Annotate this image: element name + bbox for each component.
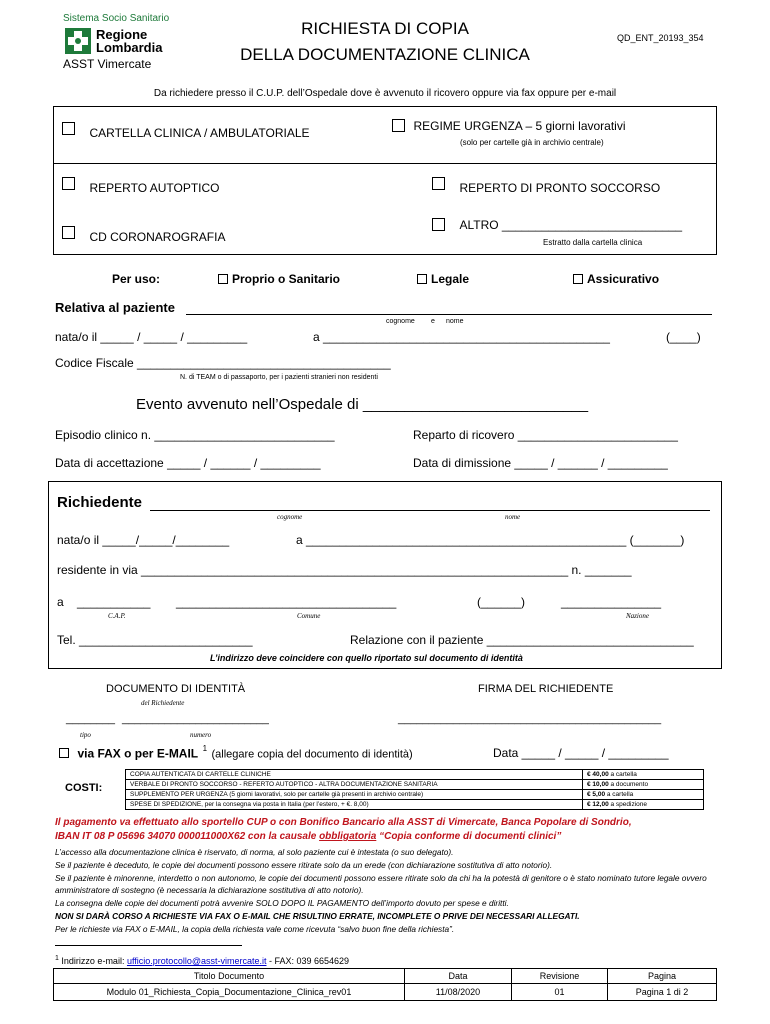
footer-h-date: Data bbox=[405, 969, 512, 984]
note-1: L’accesso alla documentazione clinica è riservato, di norma, al solo paziente cui è intestata (o suo delegato). bbox=[55, 847, 454, 857]
footer-h-title: Titolo Documento bbox=[54, 969, 405, 984]
footnote bbox=[55, 955, 349, 966]
documento-numero-line[interactable]: ________________________ bbox=[122, 713, 269, 725]
nazione-field[interactable]: _______________ bbox=[561, 595, 662, 609]
logo-bottom-text: ASST Vimercate bbox=[63, 57, 152, 71]
episodio-field[interactable]: Episodio clinico n. ___________________________ bbox=[55, 428, 335, 442]
logo bbox=[63, 13, 193, 71]
fax-note: (allegare copia del documento di identità) bbox=[211, 748, 413, 761]
footer-v-title: Modulo 01_Richiesta_Copia_Documentazione_Clinica_rev01 bbox=[54, 984, 405, 1001]
cost-price: € 40,00 a cartella bbox=[583, 770, 704, 780]
documento-tipo-line[interactable]: ________ bbox=[66, 713, 115, 725]
pagamento-text bbox=[55, 816, 715, 844]
richiedente-cognome-hint: cognome bbox=[277, 513, 303, 521]
logo-line2: Lombardia bbox=[96, 40, 163, 55]
assicurativo-checkbox[interactable] bbox=[573, 274, 583, 284]
proprio-label: Proprio o Sanitario bbox=[232, 272, 341, 286]
cost-price: € 5,00 a cartella bbox=[583, 790, 704, 800]
cap-hint: C.A.P. bbox=[108, 612, 126, 620]
cost-price: € 10,00 a documento bbox=[583, 780, 704, 790]
option-cartella[interactable] bbox=[62, 120, 310, 140]
pagamento-line1: Il pagamento va effettuato allo sportello CUP o con Bonifico Bancario alla ASST di Vimercate, Banca Popolare di Sondrio, bbox=[55, 817, 632, 828]
notes bbox=[55, 846, 717, 936]
footer-v-page: Pagina 1 di 2 bbox=[608, 984, 717, 1001]
paziente-label: Relativa al paziente bbox=[55, 300, 175, 315]
option-cd[interactable] bbox=[62, 224, 225, 244]
comune-hint: Comune bbox=[297, 612, 321, 620]
logo-line1: Regione bbox=[96, 27, 148, 42]
fax-label: via FAX o per E-MAIL bbox=[77, 746, 199, 761]
footnote-text: Indirizzo e-mail: bbox=[61, 956, 127, 966]
footer-v-rev: 01 bbox=[512, 984, 608, 1001]
richiedente-nome-hint: nome bbox=[505, 513, 521, 521]
richiedente-label: Richiedente bbox=[57, 494, 143, 511]
richiedente-residente[interactable]: residente in via ________________________________________________________________ n. _______ bbox=[57, 563, 632, 577]
footer-table bbox=[53, 968, 717, 1001]
cognome-hint: cognome bbox=[386, 318, 415, 325]
reparto-field[interactable]: Reparto di ricovero ________________________ bbox=[413, 428, 678, 442]
email-link[interactable]: ufficio.protocollo@asst-vimercate.it bbox=[126, 956, 267, 966]
cd-checkbox[interactable] bbox=[62, 226, 75, 239]
autoptico-label: REPERTO AUTOPTICO bbox=[89, 181, 220, 195]
legale-checkbox[interactable] bbox=[417, 274, 427, 284]
paziente-prov[interactable]: (____) bbox=[666, 330, 701, 344]
warning-2: Per le richieste via FAX o E-MAIL, la copia della richiesta vale come ricevuta “salvo buon fine della richiesta”. bbox=[55, 923, 455, 934]
altro-label: ALTRO ___________________________ bbox=[459, 218, 683, 232]
table-row bbox=[54, 969, 717, 984]
fax-checkbox[interactable] bbox=[59, 748, 69, 758]
cd-label: CD CORONAROGRAFIA bbox=[89, 230, 226, 244]
altro-checkbox[interactable] bbox=[432, 218, 445, 231]
pagamento-line2: IBAN IT 08 P 05696 34070 000011000X62 con la causale obbligatoria “Copia conforme di documenti clinici” bbox=[55, 831, 562, 842]
cost-desc: SUPPLEMENTO PER URGENZA (5 giorni lavorativi, solo per cartelle già presenti in archivio centrale) bbox=[126, 790, 583, 800]
title-line1: RICHIESTA DI COPIA bbox=[301, 19, 469, 38]
doc-code: QD_ENT_20193_354 bbox=[617, 33, 704, 43]
uso-label: Per uso: bbox=[112, 272, 161, 286]
warning: NON SI DARÀ CORSO A RICHIESTE VIA FAX O E-MAIL CHE RISULTINO ERRATE, INCOMPLETE O PRIVE DEI NECESSARI ALLEGATI. bbox=[55, 910, 580, 921]
tipo-hint: tipo bbox=[80, 731, 91, 739]
prov-field[interactable]: (______) bbox=[477, 595, 526, 609]
urgenza-note: (solo per cartelle già in archivio centrale) bbox=[460, 138, 604, 147]
firma-line[interactable]: ___________________________________________ bbox=[398, 713, 662, 725]
option-autoptico[interactable] bbox=[62, 175, 219, 195]
nome-hint: nome bbox=[446, 318, 464, 325]
paziente-nata[interactable]: nata/o il _____ / _____ / _________ bbox=[55, 330, 248, 344]
footnote-fax: - FAX: 039 6654629 bbox=[266, 956, 350, 966]
table-row bbox=[126, 800, 704, 810]
title-line2: DELLA DOCUMENTAZIONE CLINICA bbox=[240, 45, 530, 64]
footnote-number: 1 bbox=[55, 955, 59, 962]
altro-note: Estratto dalla cartella clinica bbox=[543, 238, 643, 247]
relazione-field[interactable]: Relazione con il paziente _______________________________ bbox=[350, 633, 694, 647]
costi-table bbox=[125, 769, 704, 810]
cf-note: N. di TEAM o di passaporto, per i pazienti stranieri non residenti bbox=[180, 374, 378, 381]
note-4: La consegna delle copie dei documenti potrà avvenire SOLO DOPO IL PAGAMENTO dell’importo dovuto per spese e diritti. bbox=[55, 898, 509, 909]
urgenza-checkbox[interactable] bbox=[392, 119, 405, 132]
note-2: Se il paziente è deceduto, le copie dei documenti possono essere ritirate solo da un erede (con dichiarazione sostitutiva di atto notorio). bbox=[55, 859, 553, 870]
cartella-label: CARTELLA CLINICA / AMBULATORIALE bbox=[89, 126, 310, 140]
documento-label: DOCUMENTO DI IDENTITÀ bbox=[106, 683, 246, 695]
dimissione-field[interactable]: Data di dimissione _____ / ______ / _________ bbox=[413, 456, 668, 470]
documento-sub: del Richiedente bbox=[141, 699, 185, 707]
divider bbox=[53, 163, 717, 164]
richiedente-nata[interactable]: nata/o il _____/_____/________ bbox=[57, 533, 230, 547]
option-altro[interactable] bbox=[432, 216, 682, 234]
urgenza-label: REGIME URGENZA – 5 giorni lavorativi bbox=[413, 119, 626, 133]
footer-v-date: 11/08/2020 bbox=[405, 984, 512, 1001]
option-pronto[interactable] bbox=[432, 175, 660, 195]
costi-label: COSTI: bbox=[65, 782, 103, 794]
indirizzo-nota: L’indirizzo deve coincidere con quello riportato sul documento di identità bbox=[210, 653, 523, 663]
uso-option-assicurativo[interactable] bbox=[573, 272, 659, 286]
logo-top-text: Sistema Socio Sanitario bbox=[63, 13, 170, 24]
paziente-line[interactable] bbox=[186, 314, 712, 315]
table-row bbox=[54, 984, 717, 1001]
cartella-checkbox[interactable] bbox=[62, 122, 75, 135]
cap-field[interactable]: ___________ bbox=[77, 595, 151, 609]
comune-field[interactable]: _________________________________ bbox=[176, 595, 397, 609]
legale-label: Legale bbox=[431, 272, 470, 286]
page-title bbox=[220, 16, 550, 68]
uso-option-legale[interactable] bbox=[417, 272, 469, 286]
table-row bbox=[126, 770, 704, 780]
option-urgenza[interactable] bbox=[392, 117, 626, 135]
table-row bbox=[126, 790, 704, 800]
note-3: Se il paziente è minorenne, interdetto o non autonomo, le copie dei documenti possono essere ritirate solo da chi ha la potestà di genitore o è stato nominato tutore legale ovvero amministratore di sostegno (è necessaria la dichiarazione sostitutiva di atto notorio). bbox=[55, 872, 707, 896]
paziente-luogo[interactable]: a ___________________________________________ bbox=[313, 330, 610, 344]
subtitle: Da richiedere presso il C.U.P. dell’Ospedale dove è avvenuto il ricovero oppure via fax oppure per e-mail bbox=[153, 88, 617, 99]
data-field[interactable]: Data _____ / _____ / _________ bbox=[493, 746, 669, 760]
footnote-divider bbox=[55, 945, 242, 946]
cost-desc: SPESE DI SPEDIZIONE, per la consegna via posta in Italia (per l’estero, + €. 8,00) bbox=[126, 800, 583, 810]
e-hint: e bbox=[431, 318, 435, 325]
assicurativo-label: Assicurativo bbox=[587, 272, 660, 286]
pronto-checkbox[interactable] bbox=[432, 177, 445, 190]
table-row bbox=[126, 780, 704, 790]
nazione-hint: Nazione bbox=[626, 612, 649, 620]
codice-fiscale[interactable]: Codice Fiscale ______________________________________ bbox=[55, 356, 391, 370]
footer-h-page: Pagina bbox=[608, 969, 717, 984]
firma-label: FIRMA DEL RICHIEDENTE bbox=[478, 683, 614, 695]
cost-price: € 12,00 a spedizione bbox=[583, 800, 704, 810]
autoptico-checkbox[interactable] bbox=[62, 177, 75, 190]
richiedente-line[interactable] bbox=[150, 510, 710, 511]
pronto-label: REPERTO DI PRONTO SOCCORSO bbox=[459, 181, 661, 195]
tel-field[interactable]: Tel. __________________________ bbox=[57, 633, 253, 647]
accettazione-field[interactable]: Data di accettazione _____ / ______ / _________ bbox=[55, 456, 321, 470]
cost-desc: VERBALE DI PRONTO SOCCORSO - REFERTO AUTOPTICO - ALTRA DOCUMENTAZIONE SANITARIA bbox=[126, 780, 583, 790]
logo-cross-icon bbox=[65, 28, 91, 54]
numero-hint: numero bbox=[190, 731, 212, 739]
cost-desc: COPIA AUTENTICATA DI CARTELLE CLINICHE bbox=[126, 770, 583, 780]
evento-label[interactable]: Evento avvenuto nell’Ospedale di ___________________________ bbox=[136, 396, 589, 413]
richiedente-a: a bbox=[57, 595, 64, 609]
proprio-checkbox[interactable] bbox=[218, 274, 228, 284]
fax-option[interactable] bbox=[59, 744, 413, 762]
fax-footnote-ref: 1 bbox=[202, 744, 208, 753]
richiedente-luogo[interactable]: a ________________________________________________ (_______) bbox=[296, 533, 685, 547]
footer-h-rev: Revisione bbox=[512, 969, 608, 984]
uso-option-proprio[interactable] bbox=[218, 272, 340, 286]
